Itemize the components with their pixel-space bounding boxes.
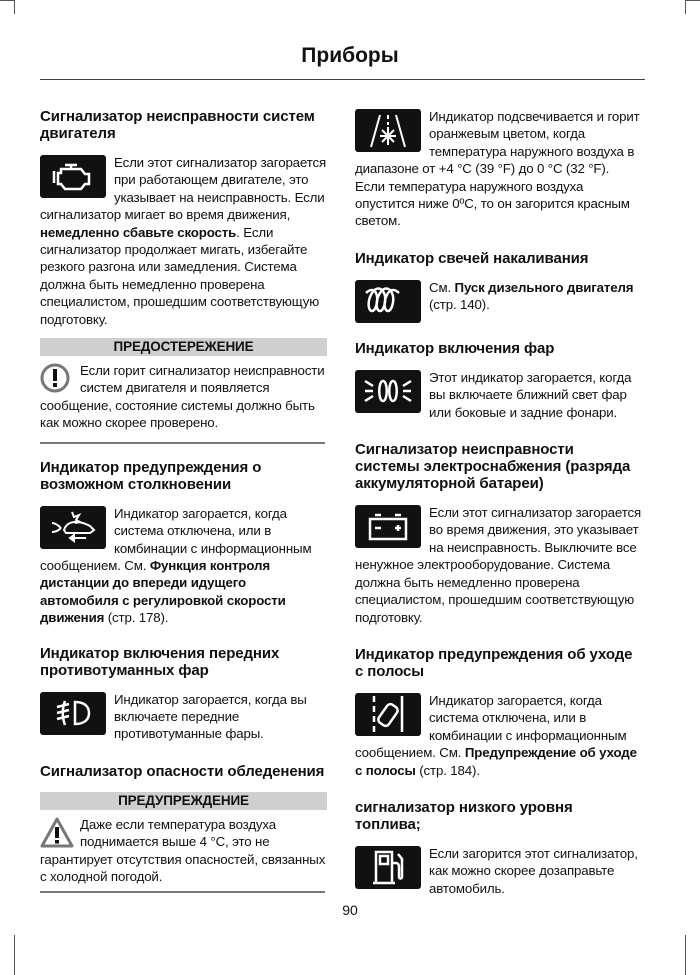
- section-text: Этот индикатор загорается, когда вы включаете ближний свет фар или боковые и задние фонари.: [429, 369, 632, 420]
- crop-mark: [685, 0, 686, 14]
- text: . Если сигнализатор продолжает мигать, избегайте резкого разгона или замедления. Система должна быть немедленно проверена специалистом, прошедшим соответствующую подготовку.: [40, 224, 320, 327]
- caution-text: Если горит сигнализатор неисправности систем двигателя и появляется сообщение, состояние системы должно быть как можно скорее проверено.: [40, 363, 325, 431]
- section-heading: Индикатор свечей накаливания: [355, 249, 589, 267]
- frost-warning-icon: [355, 109, 421, 152]
- divider: [40, 442, 325, 444]
- caution-exclamation-icon: [40, 362, 74, 396]
- left-column: [40, 108, 327, 893]
- section-heading: Индикатор предупреждения о возможном столкновении: [40, 458, 262, 493]
- crop-mark: [686, 0, 700, 1]
- bold-text: Пуск дизельного двигателя: [454, 279, 634, 295]
- header-rule: [40, 79, 645, 80]
- section-collision-warning: [40, 459, 327, 627]
- battery-icon: [355, 505, 421, 548]
- warning-triangle-icon: [40, 816, 74, 850]
- crop-mark: [685, 935, 686, 975]
- text: (стр. 140).: [429, 297, 490, 313]
- text: Индикатор загорается, когда система отключена, или в комбинации с информационным сообщением. См.: [355, 692, 627, 761]
- text: (стр. 184).: [415, 762, 480, 778]
- glow-plug-icon: [355, 280, 421, 323]
- section-text: Если загорится этот сигнализатор, как можно скорее дозаправьте автомобиль.: [429, 845, 638, 896]
- front-fog-lamp-icon: [40, 692, 106, 735]
- section-heading: Сигнализатор неисправности системы электроснабжения (разряда аккумуляторной батареи): [355, 441, 631, 493]
- section-glow-plugs: [355, 250, 642, 325]
- section-heading: Сигнализатор опасности обледенения: [40, 762, 325, 780]
- section-heading: Индикатор предупреждения об уходе с полосы: [355, 645, 633, 680]
- section-headlamps: [355, 340, 642, 421]
- right-column: [355, 108, 642, 897]
- fuel-pump-icon: [355, 846, 421, 889]
- section-text: Если этот сигнализатор загорается во время движения, это указывает на неисправность. Выключите все ненужное электрооборудование. Система должна быть немедленно проверена специалистом, прошедшим соответствующую подготовку.: [355, 505, 642, 625]
- section-frost-warning: [355, 108, 642, 230]
- section-charging-system: [355, 441, 642, 626]
- page-title: Приборы: [301, 44, 399, 67]
- crop-mark: [0, 0, 14, 1]
- page-number: 90: [342, 902, 358, 918]
- section-front-fog-lamps: [40, 645, 327, 743]
- bold-text: немедленно сбавьте скорость: [40, 224, 237, 240]
- engine-icon: [40, 155, 106, 198]
- warning-label: ПРЕДУПРЕЖДЕНИЕ: [40, 792, 327, 810]
- text: (стр. 178).: [104, 610, 169, 626]
- bold-text: Функция контроля дистанции до впереди идущего автомобиля с регулировкой скорости движения: [40, 557, 286, 626]
- crop-mark: [14, 935, 15, 975]
- headlamp-icon: [355, 370, 421, 413]
- text: Если этот сигнализатор загорается при работающем двигателе, это указывает на неисправность. Если сигнализатор мигает во время движения,: [40, 155, 327, 223]
- section-heading: Сигнализатор неисправности систем двигателя: [40, 108, 315, 142]
- warning-box: [40, 792, 327, 886]
- text: См.: [429, 279, 455, 295]
- section-heading: Индикатор включения передних противотуманных фар: [40, 644, 280, 679]
- text: Индикатор загорается, когда система отключена, или в комбинации с информационным сообщением. См.: [40, 505, 312, 573]
- lane-departure-icon: [355, 693, 421, 736]
- caution-label: ПРЕДОСТЕРЕЖЕНИЕ: [40, 338, 327, 356]
- caution-box: [40, 338, 327, 432]
- section-low-fuel: [355, 799, 642, 897]
- section-heading: сигнализатор низкого уровня топлива;: [355, 798, 573, 833]
- section-text: Индикатор подсвечивается и горит оранжевым цветом, когда температура наружного воздуха в диапазоне от +4 °C (39 °F) до 0 °C (32 °F). Если температура наружного воздуха опустится ниже 0ºC, то он загорится красным светом.: [355, 109, 640, 229]
- bold-text: Предупреждение об уходе с полосы: [355, 745, 637, 778]
- warning-text: Даже если температура воздуха поднимается выше 4 °С, это не гарантирует отсутствия опасностей, связанных с холодной погодой.: [40, 816, 326, 884]
- crop-mark: [14, 0, 15, 14]
- section-lane-departure: [355, 646, 642, 779]
- section-ice-warning: [40, 763, 327, 792]
- divider: [40, 891, 325, 893]
- collision-warning-icon: [40, 506, 106, 549]
- section-engine-malfunction: [40, 108, 327, 328]
- section-heading: Индикатор включения фар: [355, 339, 555, 357]
- section-text: Индикатор загорается, когда вы включаете передние противотуманные фары.: [114, 691, 307, 742]
